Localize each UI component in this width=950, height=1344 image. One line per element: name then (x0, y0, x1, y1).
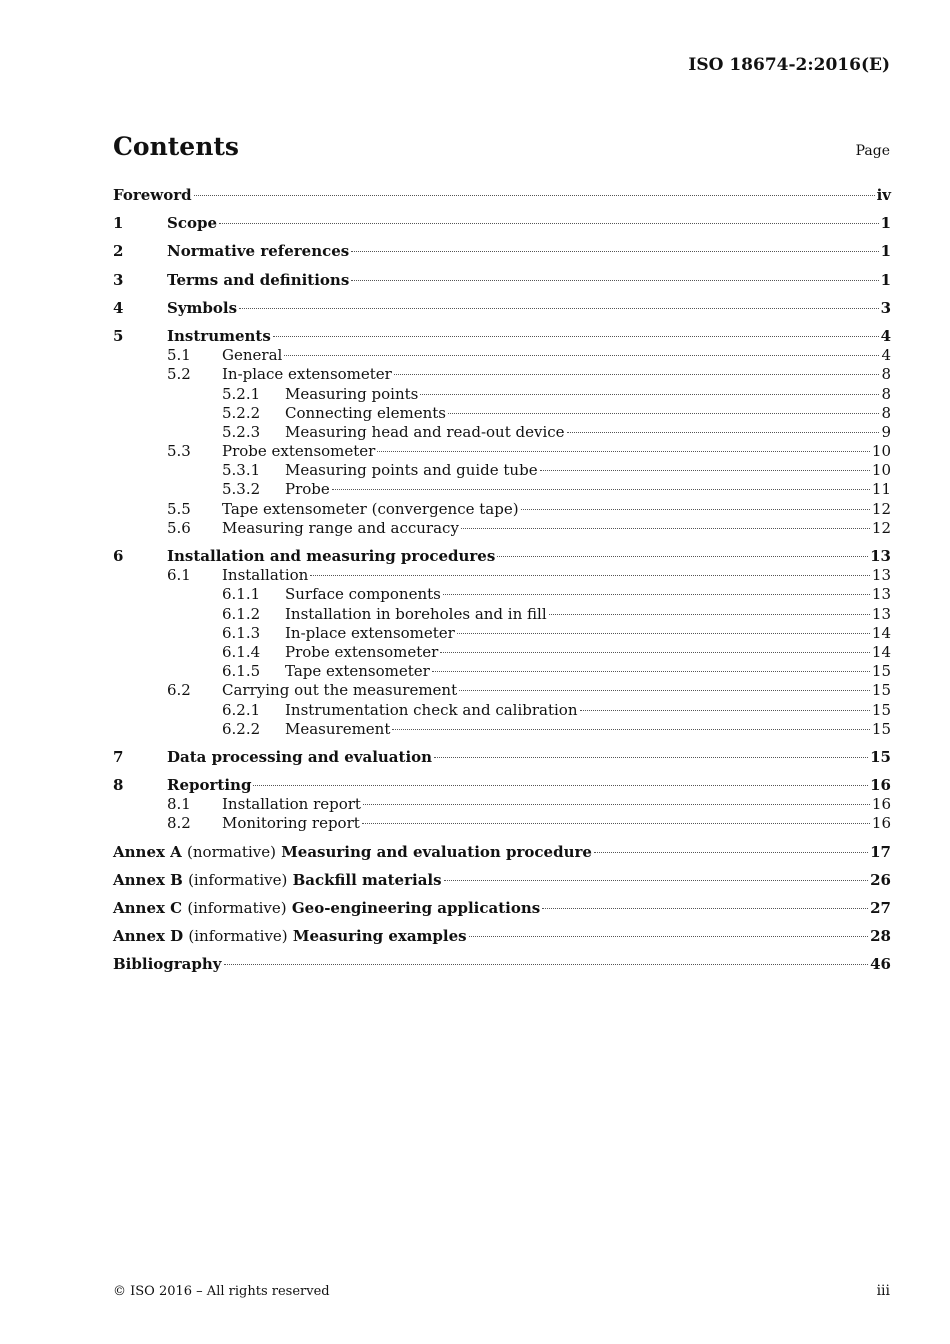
toc-entry-number: 2 (113, 242, 124, 261)
toc-entry-page: 16 (871, 814, 891, 833)
toc-dot-leader (394, 374, 880, 375)
toc-entry-page: 4 (880, 326, 891, 345)
toc-entry-page: 9 (881, 422, 891, 441)
toc-entry-number: 5.2.3 (222, 422, 261, 441)
toc-entry-page: 3 (880, 298, 891, 317)
toc-entry[interactable] (113, 927, 891, 946)
toc-entry-title: Measurement (285, 719, 391, 738)
toc-entry-page: 16 (871, 795, 891, 814)
toc-entry-number: 6.1.3 (222, 623, 261, 642)
toc-dot-leader (542, 908, 868, 909)
toc-dot-leader (420, 394, 879, 395)
toc-dot-leader (469, 936, 869, 937)
toc-entry-title: Measuring examples (292, 927, 467, 946)
document-id: ISO 18674-2:2016(E) (688, 55, 890, 75)
toc-entry-number: 5.3 (167, 442, 191, 461)
toc-dot-leader (540, 470, 870, 471)
toc-entry[interactable] (113, 385, 891, 404)
toc-dot-leader (392, 729, 870, 730)
toc-entry[interactable] (113, 299, 891, 318)
toc-entry[interactable] (113, 662, 891, 681)
toc-entry-title: Installation and measuring procedures (167, 547, 496, 565)
toc-entry-title: General (222, 346, 283, 365)
toc-entry-title: Probe (285, 480, 330, 499)
toc-entry-title: Installation report (222, 795, 361, 814)
toc-dot-leader (253, 785, 868, 786)
toc-entry-page: 28 (870, 927, 891, 946)
toc-entry-title: Installation in boreholes and in fill (285, 604, 547, 623)
toc-entry-title: Bibliography (113, 955, 222, 974)
toc-entry[interactable] (113, 814, 891, 833)
toc-dot-leader (461, 528, 870, 529)
toc-dot-leader (363, 804, 870, 805)
toc-dot-leader (567, 432, 880, 433)
toc-entry-page: 13 (871, 604, 891, 623)
toc-entry-page: 15 (871, 700, 891, 719)
toc-dot-leader (457, 633, 870, 634)
toc-entry-page: 16 (870, 776, 891, 795)
toc-entry-number: 6.1 (167, 566, 191, 585)
toc-dot-leader (362, 823, 870, 824)
toc-entry-page: 15 (871, 719, 891, 738)
toc-entry-title: Foreword (113, 186, 192, 204)
toc-entry[interactable] (113, 566, 891, 585)
toc-entry-page: 8 (881, 365, 891, 384)
toc-entry[interactable] (113, 423, 891, 442)
toc-entry[interactable] (113, 720, 891, 739)
toc-entry-number: 5.2 (167, 365, 191, 384)
toc-entry-number: 8.2 (167, 814, 191, 833)
toc-annex-kind: (informative) (187, 899, 287, 917)
toc-annex-kind: (normative) (187, 842, 276, 861)
toc-entry[interactable] (113, 271, 891, 290)
toc-entry-number: 8.1 (167, 795, 191, 814)
toc-entry-title: Instruments (167, 326, 271, 345)
toc-entry-page: 10 (871, 442, 891, 461)
toc-entry[interactable] (113, 346, 891, 365)
toc-dot-leader (497, 556, 868, 557)
toc-annex-kind: (informative) (188, 870, 288, 889)
toc-entry[interactable] (113, 701, 891, 720)
toc-entry-page: 13 (871, 585, 891, 604)
toc-dot-leader (239, 308, 879, 309)
toc-entry-page: 12 (871, 518, 891, 537)
toc-entry[interactable] (113, 461, 891, 480)
toc-entry-title: Installation (222, 566, 309, 585)
toc-annex-label: Annex B (113, 870, 183, 889)
toc-entry-number: 6.2.1 (222, 700, 261, 719)
toc-entry-title: Terms and definitions (167, 270, 350, 289)
toc-entry-page: 15 (870, 747, 891, 766)
toc-entry[interactable] (113, 605, 891, 624)
toc-entry[interactable] (113, 242, 891, 261)
toc-entry-title: Probe extensometer (285, 642, 439, 661)
toc-entry-number: 5.1 (167, 346, 191, 365)
toc-entry[interactable] (113, 795, 891, 814)
toc-dot-leader (443, 594, 870, 595)
toc-annex-label: Annex C (113, 899, 183, 917)
toc-entry-number: 5 (113, 326, 124, 345)
toc-dot-leader (194, 195, 875, 196)
toc-entry-page: 4 (881, 346, 891, 365)
toc-entry[interactable] (113, 442, 891, 461)
toc-dot-leader (377, 451, 870, 452)
toc-entry-title: In-place extensometer (222, 365, 392, 384)
toc-entry[interactable] (113, 547, 891, 566)
toc-entry[interactable] (113, 186, 891, 205)
toc-entry-title: Measuring and evaluation procedure (281, 842, 592, 861)
toc-entry-number: 6.1.4 (222, 642, 261, 661)
toc-entry[interactable] (113, 327, 891, 346)
toc-dot-leader (332, 489, 870, 490)
toc-entry-title: Carrying out the measurement (222, 681, 458, 700)
toc-entry-page: 1 (880, 270, 891, 289)
toc-entry[interactable] (113, 643, 891, 662)
toc-entry[interactable] (113, 365, 891, 384)
toc-entry-title: Surface components (285, 585, 441, 604)
toc-entry-number: 5.3.2 (222, 480, 261, 499)
toc-entry-number: 6.2.2 (222, 719, 261, 738)
toc-entry-title: Monitoring report (222, 814, 360, 833)
toc-dot-leader (594, 852, 868, 853)
toc-entry-page: 27 (870, 899, 891, 917)
toc-entry-number: 6.1.5 (222, 662, 261, 681)
toc-entry[interactable] (113, 843, 891, 862)
toc-entry-title: Symbols (167, 298, 238, 317)
page-title: Contents (113, 132, 240, 161)
toc-entry-title: Measuring points (285, 384, 419, 403)
toc-entry[interactable] (113, 955, 891, 974)
toc-entry-page: 26 (870, 870, 891, 889)
toc-dot-leader (432, 671, 870, 672)
toc-entry-page: 14 (871, 623, 891, 642)
toc-annex-label: Annex A (113, 842, 182, 861)
toc-entry-title: Connecting elements (285, 403, 447, 422)
toc-dot-leader (351, 280, 878, 281)
toc-entry-number: 7 (113, 747, 124, 766)
toc-dot-leader (440, 652, 870, 653)
toc-dot-leader (351, 251, 878, 252)
toc-entry-number: 5.6 (167, 518, 191, 537)
toc-entry[interactable] (113, 585, 891, 604)
toc-entry-page: 11 (871, 480, 891, 499)
toc-dot-leader (521, 509, 870, 510)
toc-entry-number: 5.2.2 (222, 403, 261, 422)
toc-dot-leader (310, 575, 870, 576)
toc-entry-page: iv (876, 186, 891, 204)
toc-entry-title: Tape extensometer (285, 662, 430, 681)
toc-entry[interactable] (113, 624, 891, 643)
page-number: iii (876, 1283, 890, 1299)
toc-entry[interactable] (113, 480, 891, 499)
toc-entry-number: 8 (113, 776, 124, 795)
toc-dot-leader (459, 690, 870, 691)
toc-entry-number: 6.1.1 (222, 585, 261, 604)
toc-entry[interactable] (113, 681, 891, 700)
toc-entry-number: 6.2 (167, 681, 191, 700)
toc-dot-leader (219, 223, 879, 224)
toc-entry-title: Data processing and evaluation (167, 747, 433, 766)
page-column-label: Page (855, 143, 890, 159)
toc-dot-leader (549, 614, 870, 615)
toc-entry-page: 13 (871, 566, 891, 585)
toc-annex-label: Annex D (113, 927, 184, 946)
toc-entry[interactable] (113, 214, 891, 233)
toc-entry-page: 13 (870, 547, 891, 565)
toc-entry[interactable] (113, 899, 891, 918)
toc-entry-page: 17 (870, 842, 891, 861)
toc-entry-number: 6 (113, 547, 124, 565)
toc-entry-title: Probe extensometer (222, 442, 376, 461)
toc-entry-page: 1 (880, 214, 891, 233)
toc-entry[interactable] (113, 748, 891, 767)
toc-entry[interactable] (113, 871, 891, 890)
toc-entry-page: 15 (871, 681, 891, 700)
toc-dot-leader (580, 710, 870, 711)
toc-entry-title: Tape extensometer (convergence tape) (222, 499, 519, 518)
table-of-contents (113, 186, 891, 975)
toc-entry[interactable] (113, 519, 891, 538)
toc-entry-title: Instrumentation check and calibration (285, 700, 578, 719)
toc-entry-title: Scope (167, 214, 218, 233)
toc-entry-page: 46 (870, 955, 891, 974)
toc-entry-title: Backfill materials (292, 870, 442, 889)
toc-entry-number: 6.1.2 (222, 604, 261, 623)
toc-entry-title: Geo-engineering applications (291, 899, 541, 917)
toc-entry-title: In-place extensometer (285, 623, 455, 642)
toc-entry-number: 4 (113, 298, 124, 317)
toc-entry-title: Measuring head and read-out device (285, 422, 565, 441)
toc-entry-page: 14 (871, 642, 891, 661)
toc-dot-leader (444, 880, 869, 881)
toc-entry-number: 5.3.1 (222, 461, 261, 480)
toc-entry-number: 5.5 (167, 499, 191, 518)
toc-dot-leader (284, 355, 879, 356)
toc-entry-page: 8 (881, 384, 891, 403)
toc-entry[interactable] (113, 404, 891, 423)
toc-dot-leader (273, 336, 879, 337)
toc-entry-title: Measuring points and guide tube (285, 461, 538, 480)
toc-entry-number: 3 (113, 270, 124, 289)
toc-entry-title: Normative references (167, 242, 350, 261)
toc-entry-page: 12 (871, 499, 891, 518)
toc-dot-leader (448, 413, 879, 414)
toc-entry-title: Reporting (167, 776, 252, 795)
toc-entry-title: Measuring range and accuracy (222, 518, 459, 537)
toc-annex-kind: (informative) (188, 927, 288, 946)
toc-entry[interactable] (113, 500, 891, 519)
toc-entry-page: 15 (871, 662, 891, 681)
toc-entry-number: 1 (113, 214, 124, 233)
toc-entry-page: 8 (881, 403, 891, 422)
toc-entry[interactable] (113, 776, 891, 795)
toc-dot-leader (224, 964, 869, 965)
copyright-notice: © ISO 2016 – All rights reserved (113, 1284, 330, 1299)
toc-entry-page: 10 (871, 461, 891, 480)
toc-dot-leader (434, 757, 868, 758)
toc-entry-number: 5.2.1 (222, 384, 261, 403)
toc-entry-page: 1 (880, 242, 891, 261)
